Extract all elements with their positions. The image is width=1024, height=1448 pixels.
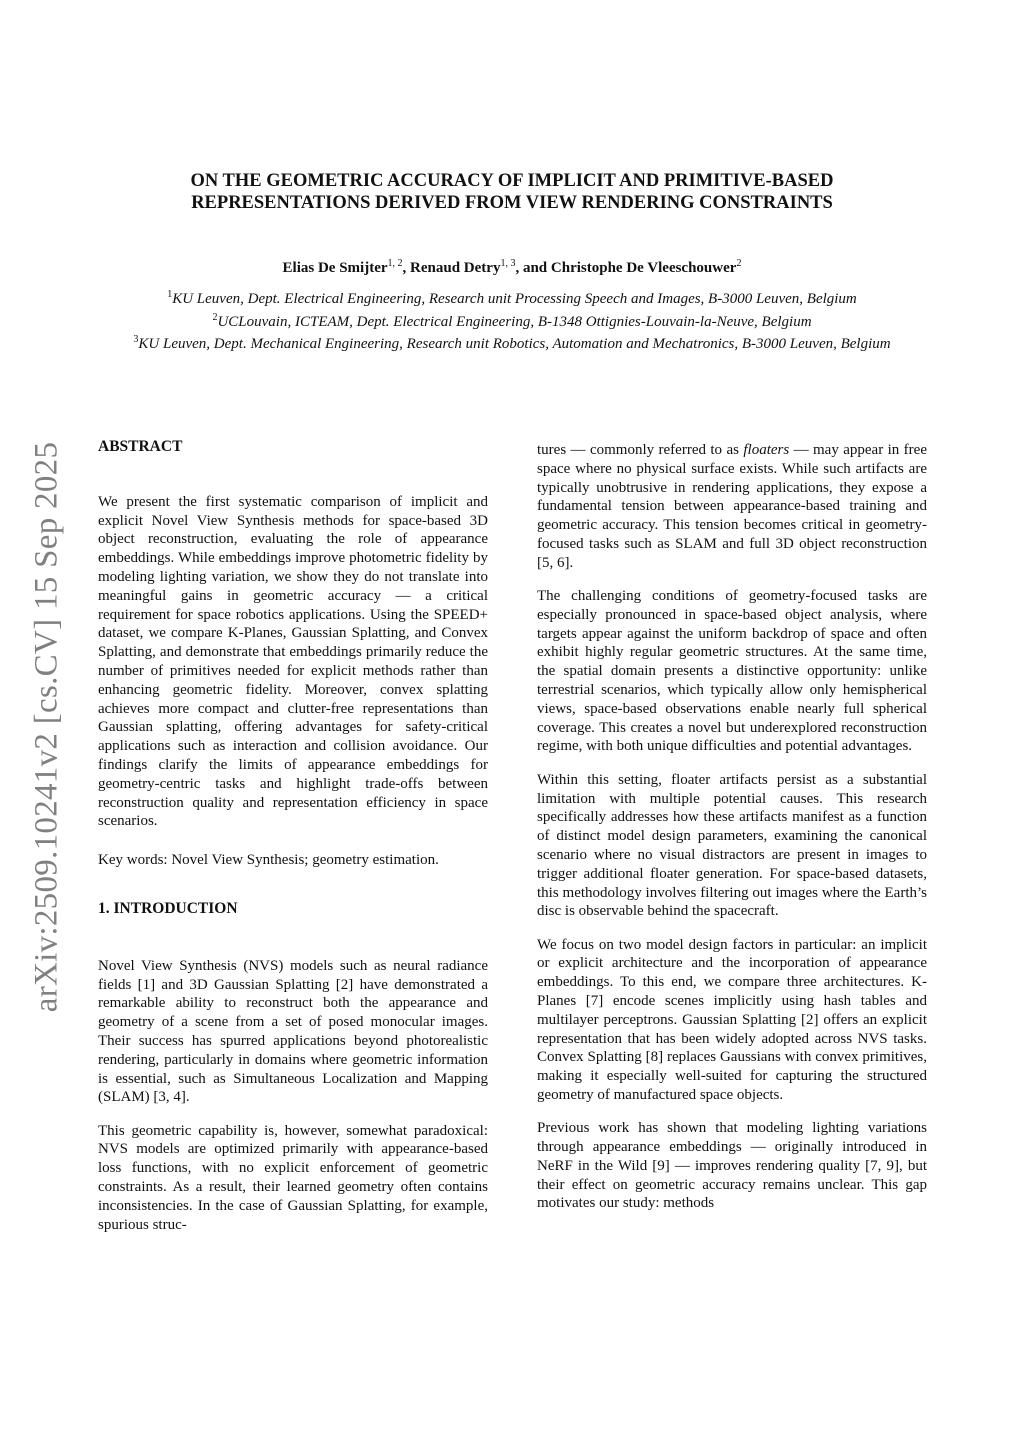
title-line-2: REPRESENTATIONS DERIVED FROM VIEW RENDERING CONSTRAINTS (191, 193, 833, 213)
affiliation-1 (100, 286, 924, 309)
affiliation-3-text: KU Leuven, Dept. Mechanical Engineering, Research unit Robotics, Automation and Mechatronics, B-3000 Leuven, Belgium (138, 336, 891, 353)
intro-paragraph-1: Novel View Synthesis (NVS) models such as neural radiance fields [1] and 3D Gaussian Splatting [2] have demonstrated a remarkable ability to reconstruct both the appearance and geometry of a scene from a set of posed monocular images. Their success has spurred applications beyond photorealistic rendering, particularly in domains where geometric information is essential, such as Simultaneous Localization and Mapping (SLAM) [3, 4]. (98, 957, 488, 1106)
floaters-term: floaters (743, 442, 790, 458)
affiliation-3 (100, 331, 924, 354)
abstract-text: We present the first systematic comparison of implicit and explicit Novel View Synthesis methods for space-based 3D object reconstruction, evaluating the role of appearance embeddings. While embeddings improve photometric fidelity by modeling lighting variation, we show they do not translate into meaningful gains in geometric accuracy — a critical requirement for space robotics applications. Using the SPEED+ dataset, we compare K-Planes, Gaussian Splatting, and Convex Splatting, and demonstrate that embeddings primarily reduce the number of primitives needed for explicit methods rather than enhancing geometric fidelity. Moreover, convex splatting achieves more compact and clutter-free representations than Gaussian splatting, offering advantages for safety-critical applications such as interaction and collision avoidance. Our findings clarify the limits of appearance embeddings for geometry-centric tasks and highlight trade-offs between reconstruction quality and representation efficiency in space scenarios. (98, 493, 488, 830)
introduction-heading: 1. INTRODUCTION (98, 899, 238, 917)
affiliation-3-marker: 3 (133, 334, 139, 346)
abstract-heading: ABSTRACT (98, 438, 183, 455)
keywords: Key words: Novel View Synthesis; geometry estimation. (98, 852, 439, 869)
p2-cont-part-a: tures — commonly referred to as (537, 442, 744, 458)
paper-title (90, 170, 934, 214)
right-column (537, 441, 927, 1228)
author-1-affil: 1, 2 (387, 258, 403, 269)
author-2: , Renaud Detry (402, 260, 501, 276)
affiliation-2-text: UCLouvain, ICTEAM, Dept. Electrical Engineering, B-1348 Ottignies-Louvain-la-Neuve, Belgium (217, 313, 812, 330)
affiliation-1-text: KU Leuven, Dept. Electrical Engineering, Research unit Processing Speech and Images, B-3000 Leuven, Belgium (172, 291, 857, 307)
intro-paragraph-2-continued (537, 441, 927, 573)
left-column (98, 438, 488, 1249)
author-2-affil: 1, 3 (500, 258, 516, 269)
arxiv-identifier-stamp: arXiv:2509.10241v2 [cs.CV] 15 Sep 2025 (28, 441, 65, 1013)
p2-cont-part-b: — may appear in free space where no physical surface exists. While such artifacts are typically unobtrusive in rendering applications, they expose a fundamental tension between appearance-based training and geometric accuracy. This tension becomes critical in geometry-focused tasks such as SLAM and full 3D object reconstruction [5, 6]. (537, 442, 927, 571)
intro-paragraph-4: Within this setting, floater artifacts persist as a substantial limitation with multiple potential causes. This research specifically addresses how these artifacts manifest as a function of distinct model design parameters, examining the canonical scenario where no visual distractors are present in images to trigger additional floater generation. For space-based datasets, this methodology involves filtering out images where the Earth’s disc is observable behind the spacecraft. (537, 771, 927, 920)
intro-paragraph-6: Previous work has shown that modeling lighting variations through appearance embeddings — originally introduced in NeRF in the Wild [9] — improves rendering quality [7, 9], but their effect on geometric accuracy remains unclear. This gap motivates our study: methods (537, 1120, 927, 1212)
affiliations (100, 286, 924, 354)
title-line-1: ON THE GEOMETRIC ACCURACY OF IMPLICIT AND PRIMITIVE-BASED (190, 171, 834, 191)
intro-paragraph-2: This geometric capability is, however, somewhat paradoxical: NVS models are optimized primarily with appearance-based loss functions, with no explicit enforcement of geometric constraints. As a result, their learned geometry often contains inconsistencies. In the case of Gaussian Splatting, for example, spurious struc- (98, 1122, 488, 1233)
affiliation-2 (100, 309, 924, 332)
author-3-affil: 2 (736, 258, 742, 269)
affiliation-2-marker: 2 (212, 311, 218, 323)
author-list (60, 258, 964, 277)
intro-paragraph-5: We focus on two model design factors in particular: an implicit or explicit architecture and the incorporation of appearance embeddings. To this end, we compare three architectures. K-Planes [7] encode scenes implicitly using hash tables and multilayer perceptrons. Gaussian Splatting [2] offers an explicit representation that has been widely adopted across NVS tasks. Convex Splatting [8] replaces Gaussians with convex primitives, making it especially well-suited for capturing the structured geometry of manufactured space objects. (537, 936, 927, 1103)
author-1: Elias De Smijter (282, 260, 388, 276)
author-3: , and Christophe De Vleeschouwer (515, 260, 737, 276)
affiliation-1-marker: 1 (167, 289, 173, 300)
intro-paragraph-3: The challenging conditions of geometry-focused tasks are especially pronounced in space-based object analysis, where targets appear against the uniform backdrop of space and often exhibit highly regular geometric structures. At the same time, the spatial domain presents a distinctive opportunity: unlike terrestrial scenarios, which typically allow only hemispherical views, space-based observations enable nearly full spherical coverage. This creates a novel but underexplored reconstruction regime, with both unique difficulties and potential advantages. (537, 588, 927, 755)
